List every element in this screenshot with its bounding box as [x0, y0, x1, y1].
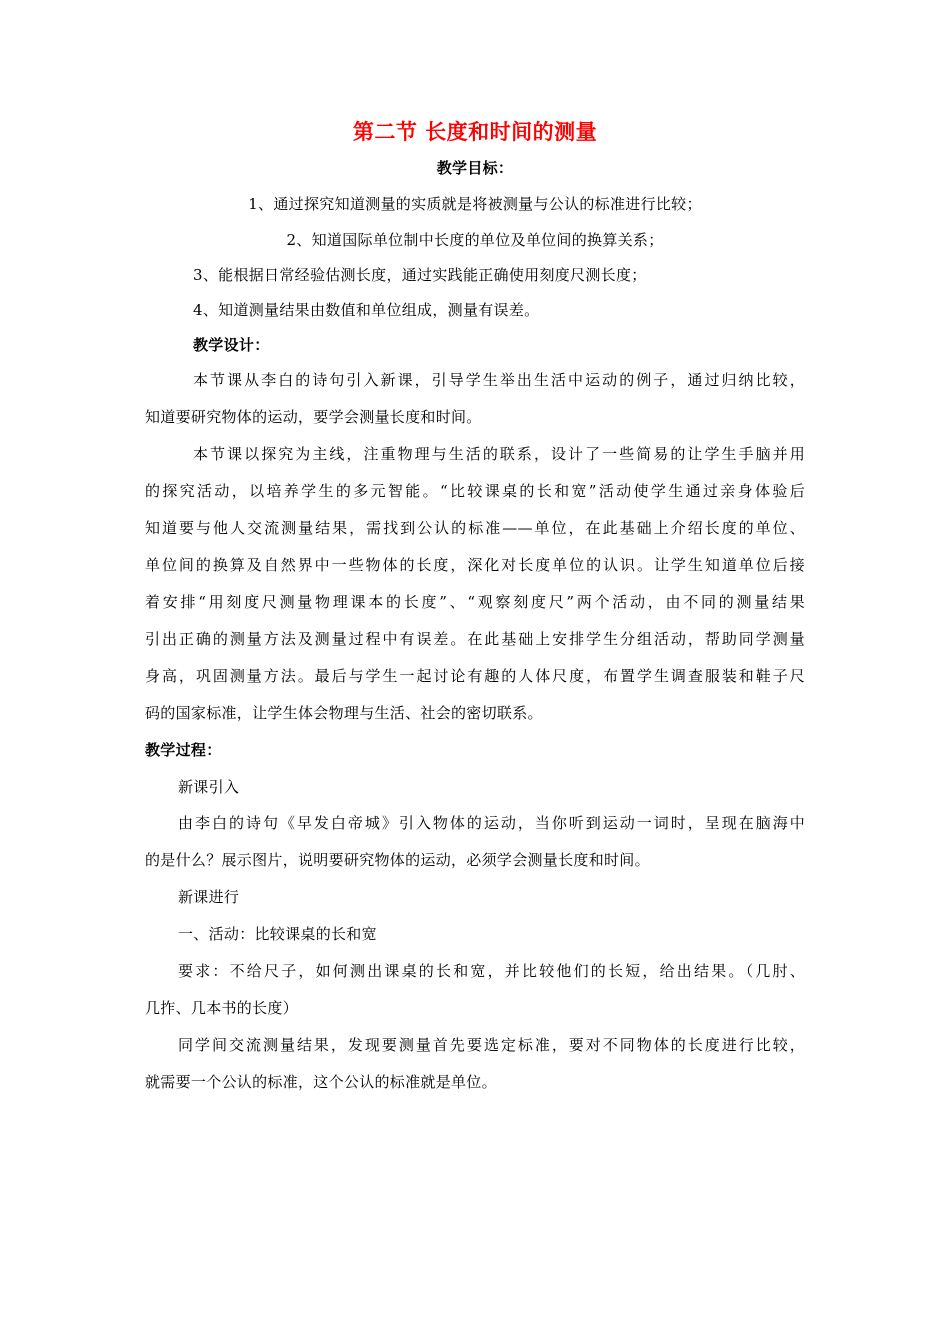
requirement-line: 要求：不给尺子，如何测出课桌的长和宽，并比较他们的长短，给出结果。（几肘、 — [178, 962, 805, 980]
design-para2-line: 本节课以探究为主线，注重物理与生活的联系，设计了一些简易的让学生手脑并用 — [193, 445, 805, 463]
design-para1-line: 本节课从李白的诗句引入新课，引导学生举出生活中运动的例子，通过归纳比较， — [193, 371, 805, 389]
design-para2-line: 知道要与他人交流测量结果，需找到公认的标准——单位，在此基础上介绍长度的单位、 — [145, 519, 805, 537]
design-para2-line: 身高，巩固测量方法。最后与学生一起讨论有趣的人体尺度，布置学生调查服装和鞋子尺 — [145, 667, 805, 685]
objective-item-2: 2、知道国际单位制中长度的单位及单位间的换算关系； — [286, 231, 664, 249]
proceed-heading: 新课进行 — [178, 888, 240, 906]
objective-item-1: 1、通过探究知道测量的实质就是将被测量与公认的标准进行比较； — [248, 195, 702, 213]
intro-heading: 新课引入 — [178, 778, 240, 796]
design-para1-line: 知道要研究物体的运动，要学会测量长度和时间。 — [145, 408, 482, 426]
objectives-heading: 教学目标： — [436, 159, 514, 177]
requirement-line: 几拃、几本书的长度） — [145, 999, 299, 1017]
exchange-line: 同学间交流测量结果，发现要测量首先要选定标准，要对不同物体的长度进行比较， — [178, 1036, 805, 1054]
exchange-line: 就需要一个公认的标准，这个公认的标准就是单位。 — [145, 1073, 497, 1091]
page-title: 第二节 长度和时间的测量 — [352, 120, 598, 144]
objective-item-4: 4、知道测量结果由数值和单位组成，测量有误差。 — [193, 301, 540, 319]
activity-heading: 一、活动：比较课桌的长和宽 — [178, 925, 377, 943]
intro-para-line: 的是什么？展示图片，说明要研究物体的运动，必须学会测量长度和时间。 — [145, 851, 650, 869]
objective-item-3: 3、能根据日常经验估测长度，通过实践能正确使用刻度尺测长度； — [193, 266, 647, 284]
design-para2-line: 码的国家标准，让学生体会物理与生活、社会的密切联系。 — [145, 704, 543, 722]
design-para2-line: 的探究活动，以培养学生的多元智能。“比较课桌的长和宽”活动使学生通过亲身体验后 — [145, 482, 805, 500]
intro-para-line: 由李白的诗句《早发白帝城》引入物体的运动，当你听到运动一词时，呈现在脑海中 — [178, 814, 805, 832]
process-heading: 教学过程： — [145, 741, 222, 759]
design-para2-line: 引出正确的测量方法及测量过程中有误差。在此基础上安排学生分组活动，帮助同学测量 — [145, 630, 805, 648]
design-heading: 教学设计： — [193, 336, 270, 354]
design-para2-line: 着安排“用刻度尺测量物理课本的长度”、“观察刻度尺”两个活动，由不同的测量结果 — [145, 593, 805, 611]
design-para2-line: 单位间的换算及自然界中一些物体的长度，深化对长度单位的认识。让学生知道单位后接 — [145, 556, 805, 574]
